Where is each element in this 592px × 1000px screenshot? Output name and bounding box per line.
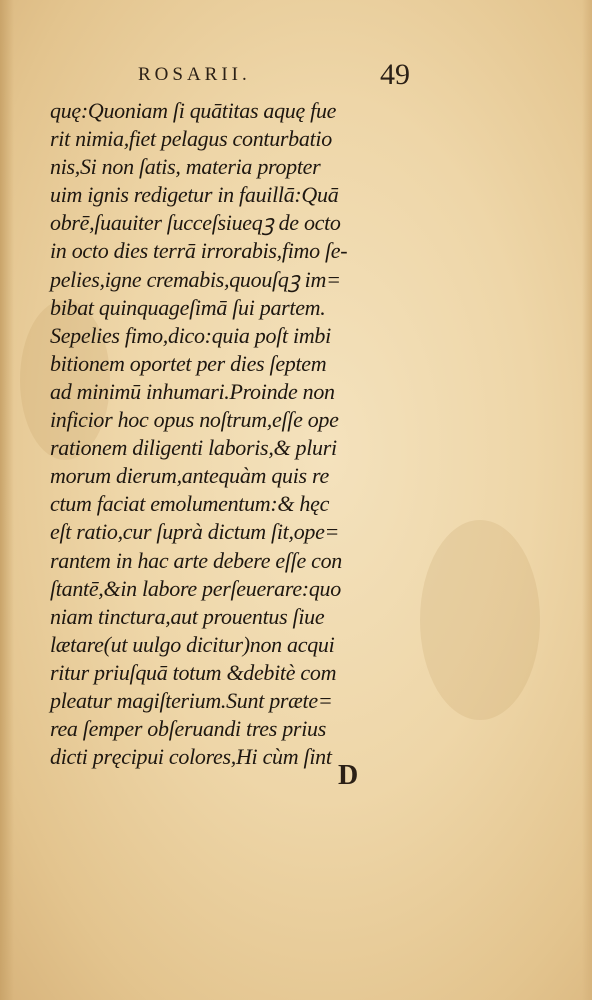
text-line: ritur priuſquā totum &debitè com xyxy=(50,659,337,685)
text-line: bitionem oportet per dies ſeptem xyxy=(50,350,327,376)
text-line: pelies,igne cremabis,quouſqꝫ im= xyxy=(50,266,341,292)
text-line: Sepelies fimo,dico:quia poſt imbi xyxy=(50,322,331,348)
text-line: in octo dies terrā irrorabis,fimo ſe- xyxy=(50,238,348,264)
text-line: nis,Si non ſatis, materia propter xyxy=(50,154,321,180)
page-header xyxy=(0,58,592,98)
text-line: dicti pręcipui colores,Hi cùm ſint xyxy=(50,744,332,770)
text-line: inficior hoc opus noſtrum,eſſe ope xyxy=(50,407,339,433)
text-line: ad minimū inhumari.Proinde non xyxy=(50,378,335,404)
text-line: obrē,ſuauiter ſucceſsiueqꝫ de octo xyxy=(50,210,341,236)
text-line: rantem in hac arte debere eſſe con xyxy=(50,547,342,573)
text-line: lætare(ut uulgo dicitur)non acqui xyxy=(50,631,335,657)
paper-stain xyxy=(420,520,540,720)
text-line: pleatur magiſterium.Sunt præte= xyxy=(50,687,333,713)
text-line: ſtantē,&in labore perſeuerare:quo xyxy=(50,575,341,601)
text-line: quę:Quoniam ſi quātitas aquę fue xyxy=(50,98,337,123)
text-line: rationem diligenti laboris,& pluri xyxy=(50,435,337,461)
text-line: ctum faciat emolumentum:& hęc xyxy=(50,491,330,517)
running-head: ROSARII. xyxy=(138,64,251,85)
text-line: rea ſemper obſeruandi tres prius xyxy=(50,716,326,742)
text-line: eſt ratio,cur ſuprà dictum ſit,ope= xyxy=(50,519,340,545)
text-line: rit nimia,fiet pelagus conturbatio xyxy=(50,126,332,152)
text-line: bibat quinquageſimā ſui partem. xyxy=(50,294,326,320)
page-gutter-shadow xyxy=(0,0,14,1000)
text-line: niam tinctura,aut prouentus ſiue xyxy=(50,603,325,629)
signature-mark: D xyxy=(338,760,359,791)
page-edge-shadow xyxy=(582,0,592,1000)
text-line: morum dierum,antequàm quis re xyxy=(50,463,329,489)
text-line: uim ignis redigetur in fauillā:Quā xyxy=(50,182,339,208)
body-text xyxy=(50,97,430,771)
page-number: 49 xyxy=(380,58,410,91)
